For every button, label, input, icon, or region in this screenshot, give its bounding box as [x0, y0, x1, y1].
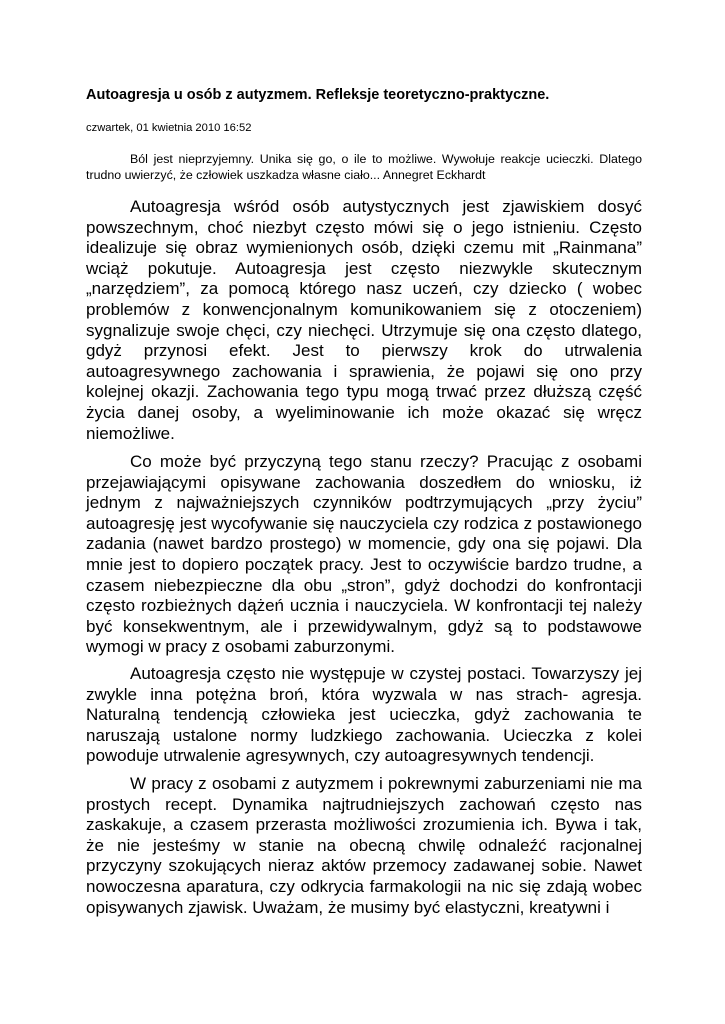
epigraph-quote: Ból jest nieprzyjemny. Unika się go, o ile to możliwe. Wywołuje reakcje ucieczki. Dlatego trudno uwierzyć, że człowiek uszkadza własne ciało... Annegret Eckhardt	[86, 152, 642, 182]
body-paragraph: Autoagresja wśród osób autystycznych jest zjawiskiem dosyć powszechnym, choć niezbyt często mówi się o jego istnieniu. Często idealizuje się obraz wymienionych osób, dzięki czemu mit „Rainmana” wciąż pokutuje. Autoagresja jest często niezwykle skutecznym „narzędziem”, za pomocą którego nasz uczeń, czy dziecko ( wobec problemów z konwencjonalnym komunikowaniem się z otoczeniem) sygnalizuje swoje chęci, czy niechęci. Utrzymuje się ona często dlatego, gdyż przynosi efekt. Jest to pierwszy krok do utrwalenia autoagresywnego zachowania i sprawienia, że pojawi się ono przy kolejnej okazji. Zachowania tego typu mogą trwać przez dłuższą część życia danej osoby, a wyeliminowanie ich może okazać się wręcz niemożliwe.	[86, 197, 642, 443]
body-paragraph: Co może być przyczyną tego stanu rzeczy? Pracując z osobami przejawiającymi opisywane zachowania doszedłem do wniosku, iż jednym z najważniejszych czynników podtrzymujących „przy życiu” autoagresję jest wycofywanie się nauczyciela czy rodzica z postawionego zadania (nawet bardzo prostego) w momencie, gdy ona się pojawi. Dla mnie jest to dopiero początek pracy. Jest to oczywiście bardzo trudne, a czasem niebezpieczne dla obu „stron”, gdyż dochodzi do konfrontacji często rozbieżnych dążeń ucznia i nauczyciela. W konfrontacji tej należy być konsekwentnym, ale i przewidywalnym, gdyż są to podstawowe wymogi w pracy z osobami zaburzonymi.	[86, 452, 642, 657]
publication-date: czwartek, 01 kwietnia 2010 16:52	[86, 122, 252, 134]
body-paragraph: Autoagresja często nie występuje w czystej postaci. Towarzyszy jej zwykle inna potężna broń, która wyzwala w nas strach- agresja. Naturalną tendencją człowieka jest ucieczka, gdyż zachowania te naruszają ustalone normy ludzkiego zachowania. Ucieczka z kolei powoduje utrwalenie agresywnych, czy autoagresywnych tendencji.	[86, 664, 642, 766]
body-paragraph: W pracy z osobami z autyzmem i pokrewnymi zaburzeniami nie ma prostych recept. Dynamika najtrudniejszych zachowań często nas zaskakuje, a czasem przerasta możliwości zrozumienia ich. Bywa i tak, że nie jesteśmy w stanie na obecną chwilę odnaleźć racjonalnej przyczyny szokujących nieraz aktów przemocy zadawanej sobie. Nawet nowoczesna aparatura, czy odkrycia farmakologii na nic się zdają wobec opisywanych zjawisk. Uważam, że musimy być elastyczni, kreatywni i	[86, 774, 642, 917]
article-title: Autoagresja u osób z autyzmem. Refleksje teoretyczno-praktyczne.	[86, 87, 550, 103]
